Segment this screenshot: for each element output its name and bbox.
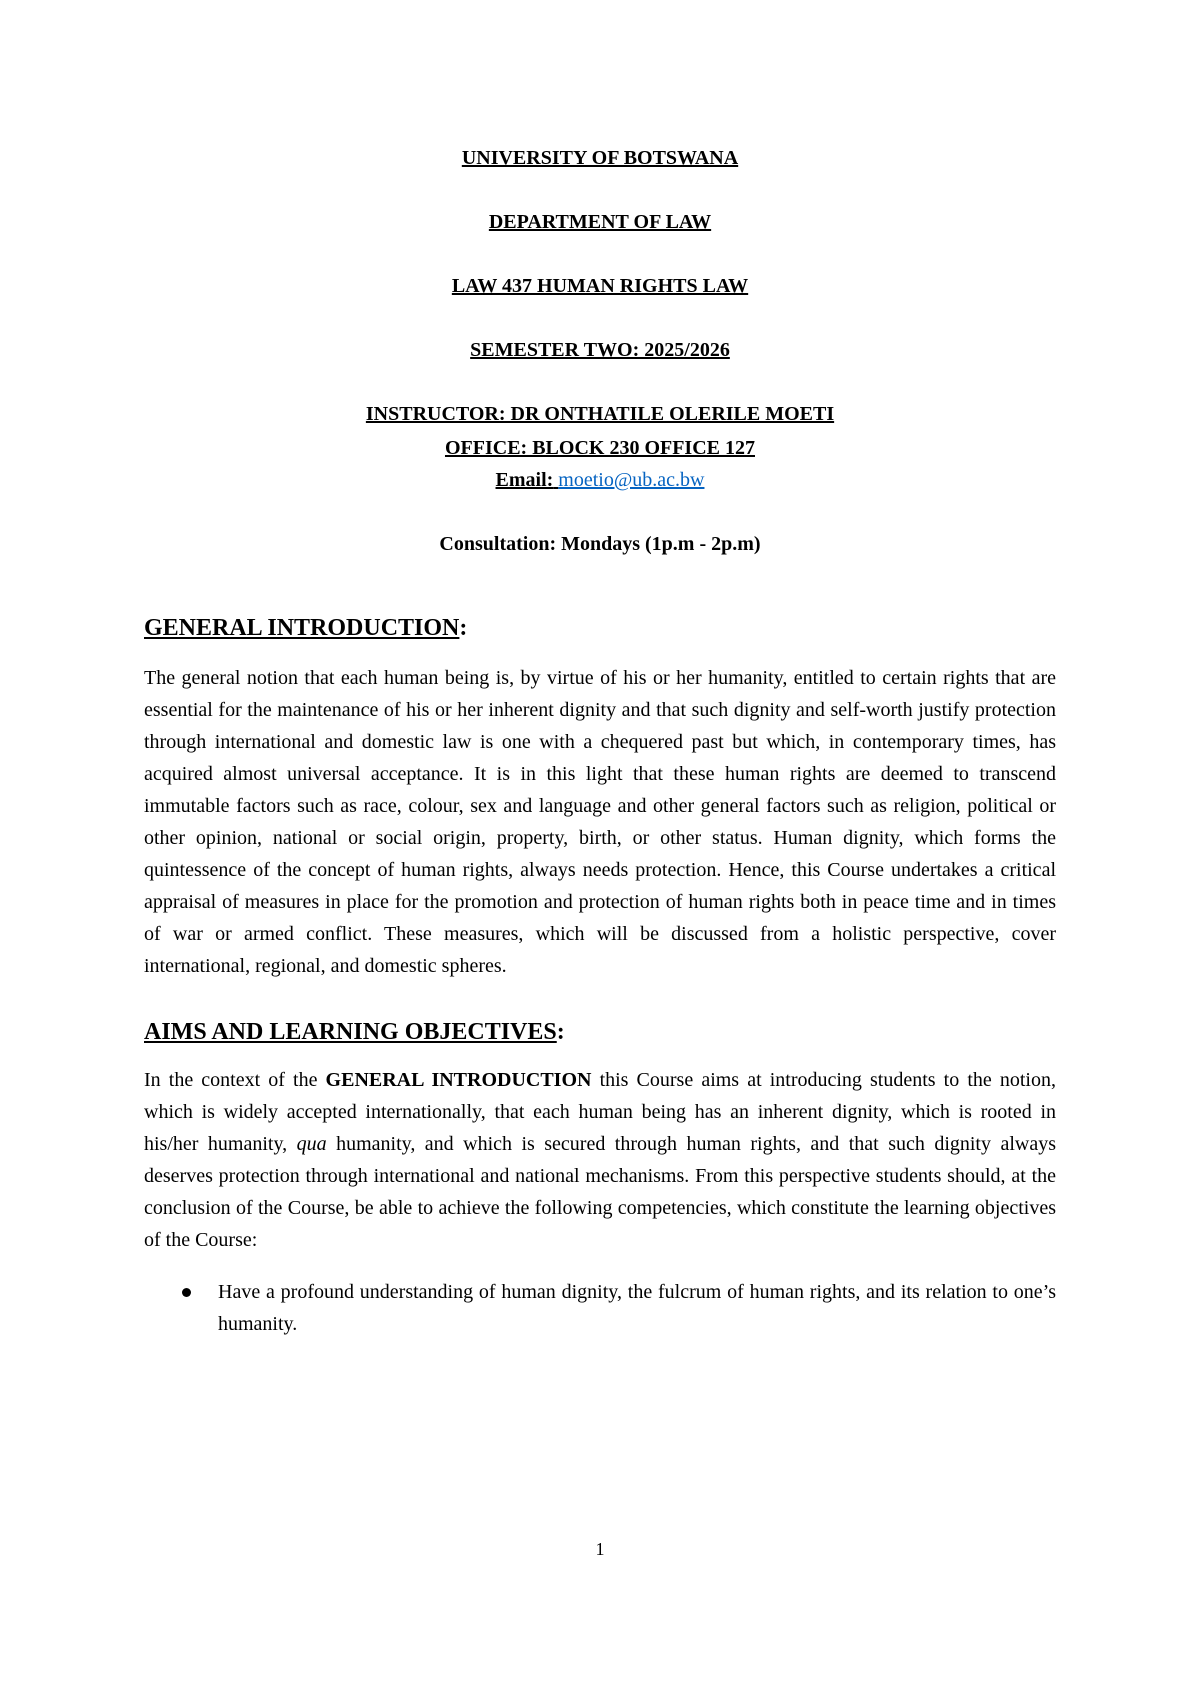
aims-heading-colon: : xyxy=(556,1019,565,1045)
aims-body-italic: qua xyxy=(296,1133,327,1155)
email-line xyxy=(144,468,1056,492)
aims-heading xyxy=(144,1018,1056,1046)
department-name: DEPARTMENT OF LAW xyxy=(488,211,712,233)
semester-line: SEMESTER TWO: 2025/2026 xyxy=(470,339,730,361)
consultation-hours: Consultation: Mondays (1p.m - 2p.m) xyxy=(439,533,761,555)
instructor-line: INSTRUCTOR: DR ONTHATILE OLERILE MOETI xyxy=(365,403,835,425)
objectives-list xyxy=(144,1276,1056,1340)
university-name: UNIVERSITY OF BOTSWANA xyxy=(461,147,739,169)
list-item xyxy=(144,1276,1056,1340)
general-introduction-body: The general notion that each human being is, by virtue of his or her humanity, entitled to certain rights that are essential for the maintenance of his or her inherent dignity and that such dignity and self-worth justify protection through international and domestic law is one with a chequered past but which, in contemporary times, has acquired almost universal acceptance. It is in this light that these human rights are deemed to transcend immutable factors such as race, colour, sex and language and other general factors such as religion, political or other opinion, national or social origin, property, birth, or other status. Human dignity, which forms the quintessence of the concept of human rights, always needs protection. Hence, this Course undertakes a critical appraisal of measures in place for the promotion and protection of human rights both in peace time and in times of war or armed conflict. These measures, which will be discussed from a holistic perspective, cover international, regional, and domestic spheres. xyxy=(144,667,1056,977)
page-number: 1 xyxy=(595,1539,605,1559)
aims-body-bold: GENERAL INTRODUCTION xyxy=(325,1069,592,1091)
aims-body-part1: In the context of the xyxy=(144,1069,326,1091)
aims-heading-text: AIMS AND LEARNING OBJECTIVES xyxy=(144,1019,557,1045)
list-item-text: Have a profound understanding of human dignity, the fulcrum of human rights, and its relation to one’s humanity. xyxy=(218,1281,1056,1335)
bullet-dot-icon xyxy=(182,1288,191,1297)
general-introduction-heading-colon: : xyxy=(459,615,468,641)
email-label: Email: xyxy=(495,469,554,491)
email-link[interactable]: moetio@ub.ac.bw xyxy=(558,469,705,491)
general-introduction-heading xyxy=(144,614,1056,642)
office-line: OFFICE: BLOCK 230 OFFICE 127 xyxy=(444,437,755,459)
course-title: LAW 437 HUMAN RIGHTS LAW xyxy=(451,275,749,297)
aims-body xyxy=(144,1064,1056,1256)
aims-body-part3: humanity, and which is secured through human rights, and that such dignity always deserves protection through international and national mechanisms. From this perspective students should, at the conclusion of the Course, be able to achieve the following competencies, which constitute the learning objectives of the Course: xyxy=(144,1133,1056,1251)
general-introduction-heading-text: GENERAL INTRODUCTION xyxy=(144,615,460,641)
aims-body-part2: this Course aims at introducing students to the notion, which is widely accepted internationally, that each human being has an inherent dignity, which is rooted in his/her humanity, xyxy=(144,1069,1056,1155)
